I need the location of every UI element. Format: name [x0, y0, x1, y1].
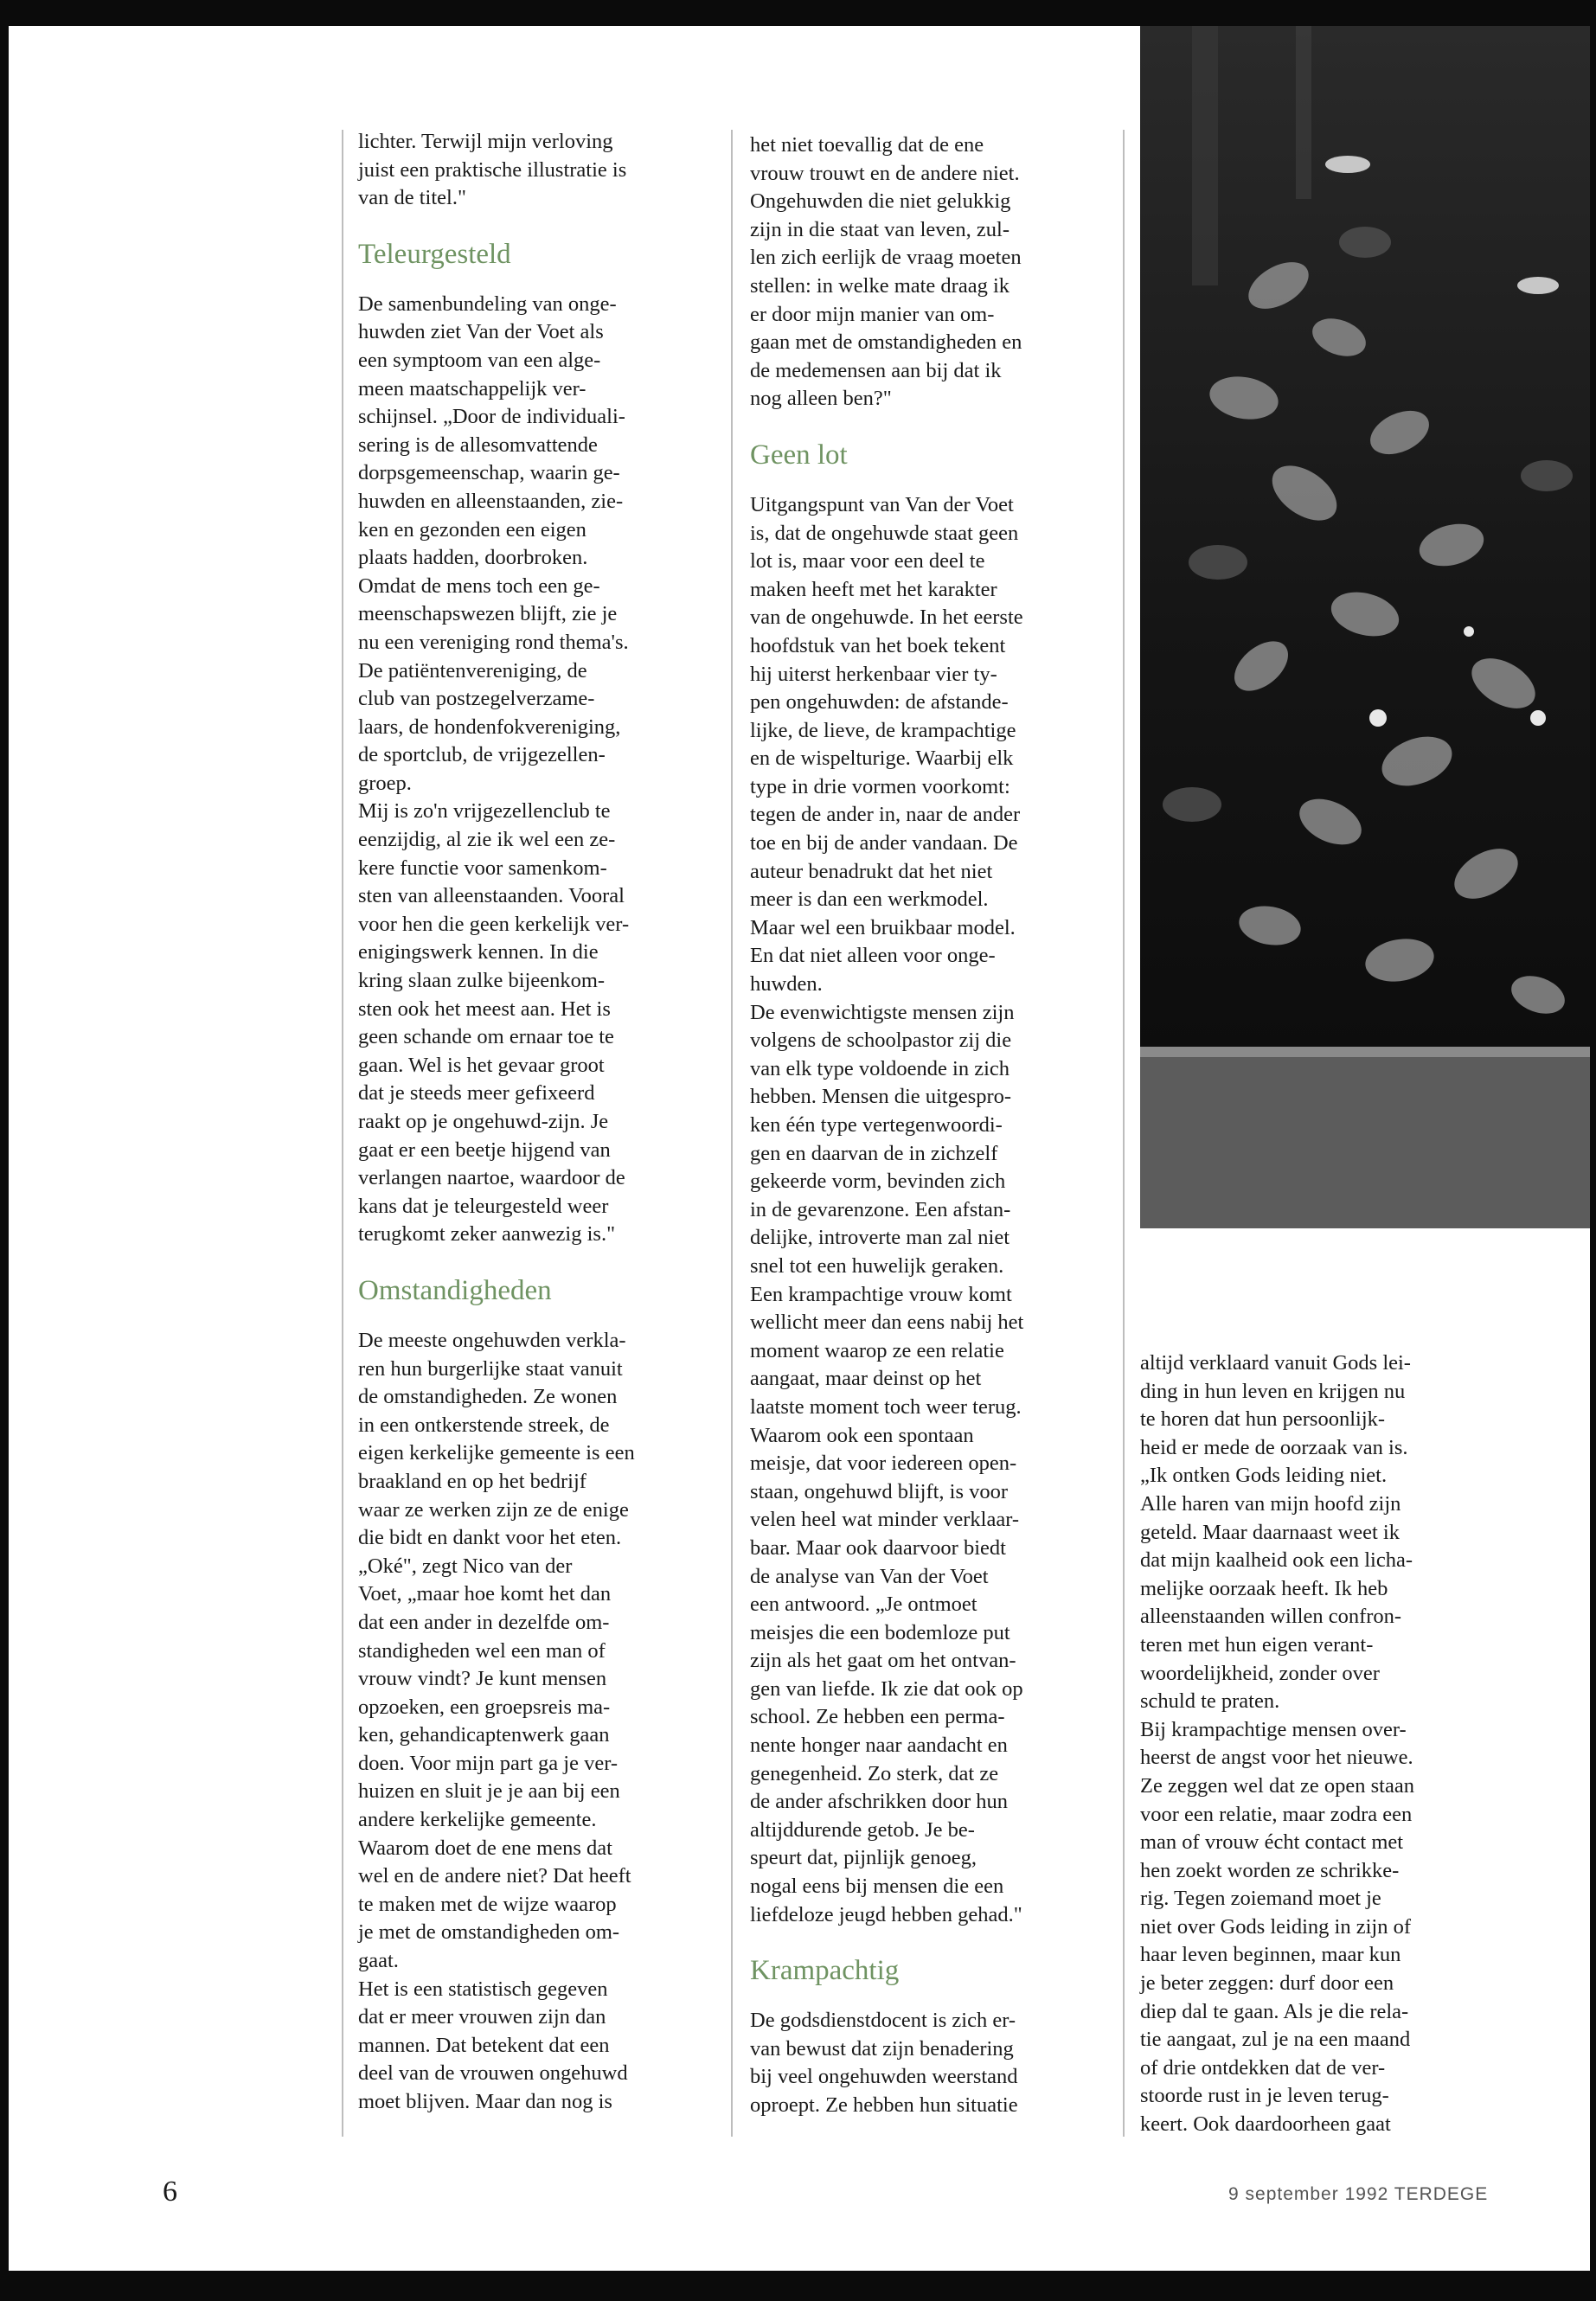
subheading-krampachtig: Krampachtig [750, 1955, 900, 1987]
column-rule-left [342, 130, 343, 2137]
scan-border-right [1590, 0, 1596, 2301]
subheading-teleurgesteld: Teleurgesteld [358, 238, 511, 270]
paragraph: altijd verklaard vanuit Gods lei- ding in hun leven en krijgen nu te horen dat hun persoonlijk- heid er mede de oorzaak van is. „Ik ontken Gods leiding niet. Alle haren van mijn hoofd zijn geteld. Maar daarnaast weet ik dat mijn kaalheid ook een licha- melijke oorzaak heeft. Ik heb alleenstaanden willen confron- teren met hun eigen verant- woordelijkheid, zonder over schuld te praten. [1140, 1351, 1413, 1714]
article-column-2 [750, 131, 1113, 2120]
column-rule-right [1123, 130, 1125, 2137]
paragraph: De samenbundeling van onge- huwden ziet Van der Voet als een symptoom van een alge- meen maatschappelijk ver- schijnsel. „Door de individuali- sering is de allesomvattende dorpsgemeenschap, waarin ge- huwden en alleenstaanden, zie- ken en gezonden een eigen plaats hadden, doorbroken. Omdat de mens toch een ge- meenschapswezen blijft, zie je nu een vereniging rond thema's. De patiëntenvereniging, de club van postzegelverzame- laars, de hondenfokvereniging, de sportclub, de vrijgezellen- groep. [358, 292, 629, 795]
plant-photograph [1140, 26, 1590, 1228]
paragraph: De godsdienstdocent is zich er- van bewust dat zijn benadering bij veel ongehuwden weerstand oproept. Ze hebben hun situatie [750, 2009, 1018, 2117]
paragraph: Mij is zo'n vrijgezellenclub te eenzijdig, al zie ik wel een ze- kere functie voor samenkom- sten van alleenstaanden. Vooral voor hen die geen kerkelijk ver- enigingswerk kennen. In die kring slaan zulke bijeenkom- sten ook het meest aan. Het is geen schande om ernaar toe te gaan. Wel is het gevaar groot dat je steeds meer gefixeerd raakt op je ongehuwd-zijn. Je gaat er een beetje hijgend van verlangen naartoe, waardoor de kans dat je teleurgesteld weer terugkomt zeker aanwezig is." [358, 799, 630, 1247]
paragraph: Het is een statistisch gegeven dat er meer vrouwen zijn dan mannen. Dat betekent dat een deel van de vrouwen ongehuwd moet blijven. Maar dan nog is [358, 1977, 628, 2113]
paragraph: Bij krampachtige mensen over- heerst de angst voor het nieuwe. Ze zeggen wel dat ze open staan voor een relatie, maar zodra een man of vrouw écht contact met hen zoekt worden ze schrikke- rig. Tegen zoiemand moet je niet over Gods leiding in zijn of haar leven beginnen, maar kun je beter zeggen: durf door een diep dal te gaan. Als je die rela- tie aangaat, zul je na een maand of drie ontdekken dat de ver- stoorde rust in je leven terug- keert. Ook daardoorheen gaat [1140, 1717, 1414, 2137]
article-column-1 [358, 128, 704, 2117]
page-number: 6 [163, 2176, 177, 2208]
paragraph: De meeste ongehuwden verkla- ren hun burgerlijke staat vanuit de omstandigheden. Ze wonen in een ontkerstende streek, de eigen kerkelijke gemeente is een braakland en op het bedrijf waar ze werken zijn ze de enige die bidt en dankt voor het eten. „Oké", zegt Nico van der Voet, „maar hoe komt het dan dat een ander in dezelfde om- standigheden wel een man of vrouw vindt? Je kunt mensen opzoeken, een groepsreis ma- ken, gehandicaptenwerk gaan doen. Voor mijn part ga je ver- huizen en sluit je je aan bij een andere kerkelijke gemeente. Waarom doet de ene mens dat wel en de andere niet? Dat heeft te maken met de wijze waarop je met de omstandigheden om- gaat. [358, 1328, 635, 1973]
paragraph: het niet toevallig dat de ene vrouw trouwt en de andere niet. Ongehuwden die niet gelukkig zijn in die staat van leven, zul- len zich eerlijk de vraag moeten stellen: in welke mate draag ik er door mijn manier van om- gaan met de omstandigheden en de medemensen aan bij dat ik nog alleen ben?" [750, 133, 1022, 411]
column-rule-middle [731, 130, 733, 2137]
paragraph: Uitgangspunt van Van der Voet is, dat de ongehuwde staat geen lot is, maar voor een deel te maken heeft met het karakter van de ongehuwde. In het eerste hoofdstuk van het boek tekent hij uiterst herkenbaar vier ty- pen ongehuwden: de afstande- lijke, de lieve, de krampachtige en de wispelturige. Waarbij elk type in drie vormen voorkomt: tegen de ander in, naar de ander toe en bij de ander vandaan. De auteur benadrukt dat het niet meer is dan een werkmodel. Maar wel een bruikbaar model. En dat niet alleen voor onge- huwden. [750, 492, 1023, 997]
scan-border-left [0, 0, 9, 2301]
article-column-3 [1140, 1349, 1521, 2139]
scan-border-bottom [0, 2271, 1596, 2301]
subheading-geen-lot: Geen lot [750, 439, 848, 471]
paragraph: lichter. Terwijl mijn verloving juist een praktische illustratie is van de titel." [358, 130, 627, 210]
photo-illustration [1140, 26, 1590, 1228]
scan-border-top [0, 0, 1596, 26]
paragraph: De evenwichtigste mensen zijn volgens de schoolpastor zij die van elk type voldoende in zich hebben. Mensen die uitgespro- ken één type vertegenwoordi- gen en daarvan de in zichzelf gekeerde vorm, bevinden zich in de gevarenzone. Een afstan- delijke, introverte man zal niet snel tot een huwelijk geraken. Een krampachtige vrouw komt wellicht meer dan eens nabij het moment waarop ze een relatie aangaat, maar deinst op het laatste moment toch weer terug. Waarom ook een spontaan meisje, dat voor iedereen open- staan, ongehuwd blijft, is voor velen heel wat minder verklaar- baar. Maar ook daarvoor biedt de analyse van Van der Voet een antwoord. „Je ontmoet meisjes die een bodemloze put zijn als het gaat om het ontvan- gen van liefde. Ik zie dat ook op school. Ze hebben een perma- nente honger naar aandacht en genegenheid. Zo sterk, dat ze de ander afschrikken door hun altijddurende getob. Je be- speurt dat, pijnlijk genoeg, nogal eens bij mensen die een liefdeloze jeugd hebben gehad." [750, 1000, 1024, 1926]
issue-footer: 9 september 1992 TERDEGE [1228, 2184, 1489, 2204]
subheading-omstandigheden: Omstandigheden [358, 1274, 552, 1306]
